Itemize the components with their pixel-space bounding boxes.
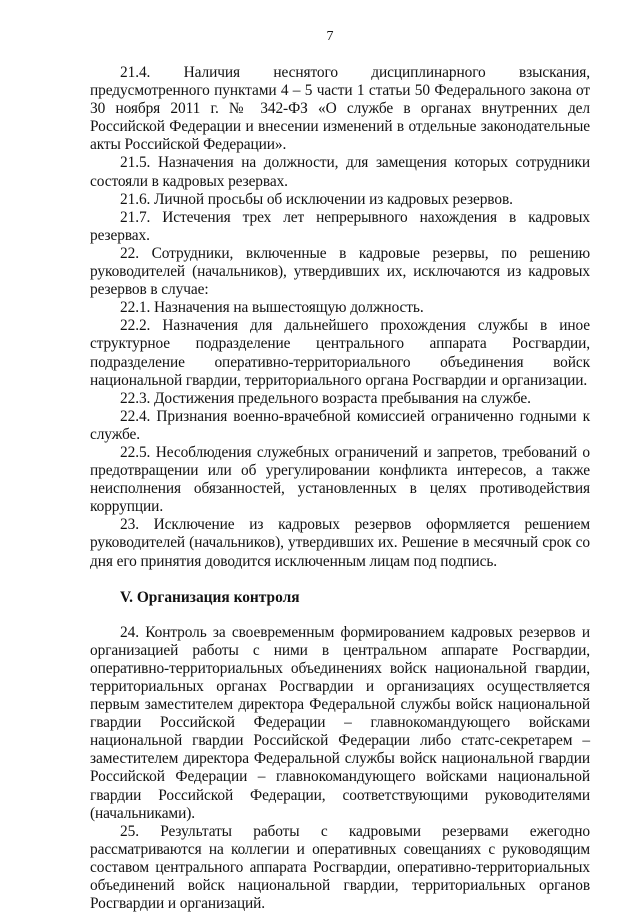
paragraph-21-5: 21.5. Назначения на должности, для замещения которых сотрудники состояли в кадровых резервах.: [90, 154, 590, 190]
paragraph-22-5: 22.5. Несоблюдения служебных ограничений и запретов, требований о предотвращении или об урегулировании конфликта интересов, а также неисполнения обязанностей, установленных в целях противодействия коррупции.: [90, 443, 590, 516]
paragraph-21-4: 21.4. Наличия неснятого дисциплинарного взыскания, предусмотренного пунктами 4 – 5 части 1 статьи 50 Федерального закона от 30 ноября 2011 г. № 342-ФЗ «О службе в органах внутренних дел Российской Федерации и внесении изменений в отдельные законодательные акты Российской Федерации».: [90, 64, 590, 154]
paragraph-21-7: 21.7. Истечения трех лет непрерывного нахождения в кадровых резервах.: [90, 208, 590, 244]
paragraph-24: 24. Контроль за своевременным формированием кадровых резервов и организацией работы с ними в центральном аппарате Росгвардии, оперативно-территориальных объединениях войск национальной гвардии, территориальных органах Росгвардии и организациях осуществляется первым заместителем директора Федеральной службы войск национальной гвардии Российской Федерации – главнокомандующего войсками национальной гвардии Российской Федерации либо статс-секретарем – заместителем директора Федеральной службы войск национальной гвардии Российской Федерации – главнокомандующего войсками национальной гвардии Российской Федерации, соответствующими руководителями (начальниками).: [90, 623, 590, 822]
paragraph-22-2: 22.2. Назначения для дальнейшего прохождения службы в иное структурное подразделение центрального аппарата Росгвардии, подразделение оперативно-территориального объединения войск национальной гвардии, территориального органа Росгвардии и организации.: [90, 317, 590, 389]
paragraph-25: 25. Результаты работы с кадровыми резервами ежегодно рассматриваются на коллегии и оперативных совещаниях с руководящим составом центрального аппарата Росгвардии, оперативно-территориальных объединений войск национальной гвардии, территориальных органов Росгвардии и организаций.: [90, 822, 590, 913]
section-heading: V. Организация контроля: [120, 588, 300, 606]
paragraph-22-3: 22.3. Достижения предельного возраста пребывания на службе.: [120, 389, 531, 407]
paragraph-22-4: 22.4. Признания военно-врачебной комиссией ограниченно годными к службе.: [90, 407, 590, 443]
paragraph-22: 22. Сотрудники, включенные в кадровые резервы, по решению руководителей (начальников), утвердивших их, исключаются из кадровых резервов в случае:: [90, 244, 590, 299]
paragraph-22-1: 22.1. Назначения на вышестоящую должность.: [120, 299, 424, 317]
paragraph-21-6: 21.6. Личной просьбы об исключении из кадровых резервов.: [120, 190, 513, 208]
paragraph-23: 23. Исключение из кадровых резервов оформляется решением руководителей (начальников), утвердивших их. Решение в месячный срок со дня его принятия доводится исключенным лицам под подпись.: [90, 516, 590, 570]
page-number: 7: [326, 29, 334, 44]
